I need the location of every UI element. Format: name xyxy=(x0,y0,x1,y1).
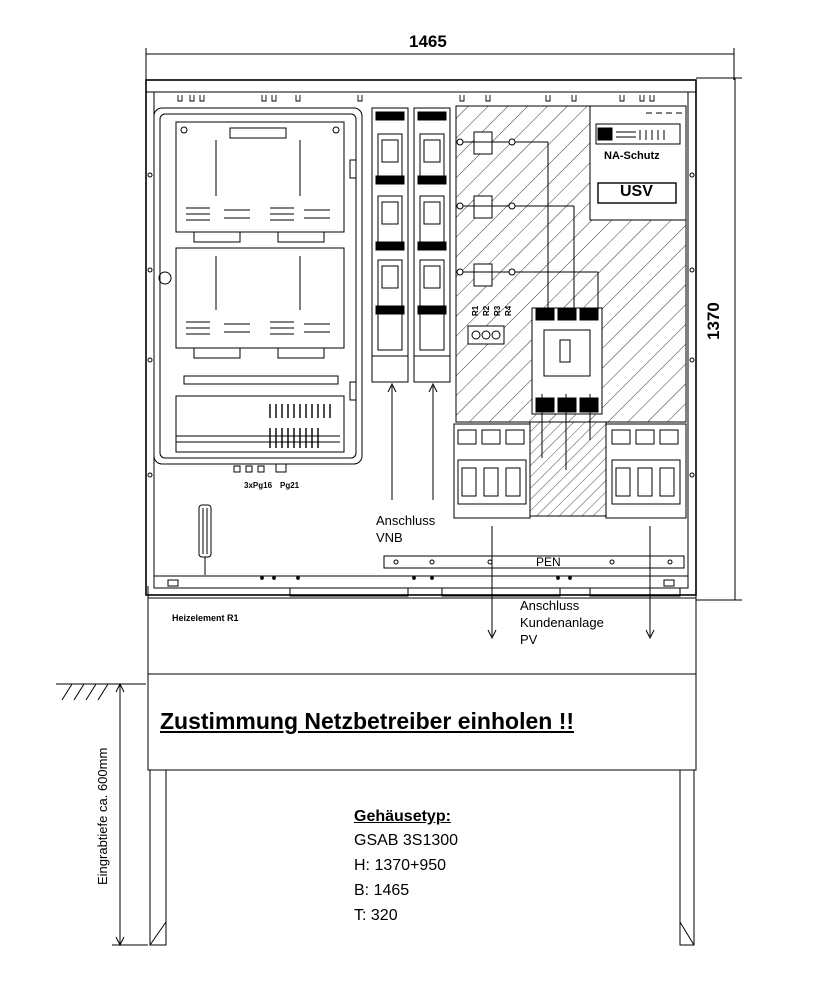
pen-busbar xyxy=(384,556,684,568)
anschluss-kunde-label-line2: Kundenanlage xyxy=(520,615,604,630)
fuse-switch-right xyxy=(414,108,450,382)
usv-label: USV xyxy=(620,183,653,200)
gland-label-pg21: Pg21 xyxy=(280,481,300,490)
anschluss-vnb-label-line2: VNB xyxy=(376,530,403,545)
width-dimension xyxy=(146,48,734,80)
warning-text: Zustimmung Netzbetreiber einholen !! xyxy=(160,708,575,734)
na-schutz-label: NA-Schutz xyxy=(604,150,660,162)
pen-label: PEN xyxy=(536,555,561,569)
depth-dimension-label: Eingrabtiefe ca. 600mm xyxy=(95,747,110,885)
housing-height: H: 1370+950 xyxy=(354,857,447,874)
bottom-rail xyxy=(154,576,688,586)
na-schutz-panel xyxy=(590,106,686,220)
fuse-bases-left xyxy=(454,424,530,518)
gland-label-pg16: 3xPg16 xyxy=(244,481,273,490)
relay-label-1: R1 xyxy=(471,305,480,316)
anschluss-kunde-label-line3: PV xyxy=(520,632,538,647)
fuse-bases-right xyxy=(606,424,686,518)
anschluss-kunde-label-line1: Anschluss xyxy=(520,598,580,613)
height-dimension-label: 1370 xyxy=(704,302,723,340)
heating-element xyxy=(199,505,211,575)
heizelement-label: Heizelement R1 xyxy=(172,613,239,623)
base-plinth xyxy=(148,586,696,945)
housing-type: GSAB 3S1300 xyxy=(354,832,459,849)
anschluss-vnb-label-line1: Anschluss xyxy=(376,513,436,528)
relay-label-2: R2 xyxy=(482,305,491,316)
housing-depth: T: 320 xyxy=(354,907,398,924)
meter-cabinet xyxy=(154,108,362,472)
width-dimension-label: 1465 xyxy=(409,32,447,51)
fuse-switch-left xyxy=(372,108,408,382)
relay-label-4: R4 xyxy=(504,305,513,316)
housing-width: B: 1465 xyxy=(354,882,410,899)
relay-label-3: R3 xyxy=(493,305,502,316)
housing-heading: Gehäusetyp: xyxy=(354,808,451,825)
